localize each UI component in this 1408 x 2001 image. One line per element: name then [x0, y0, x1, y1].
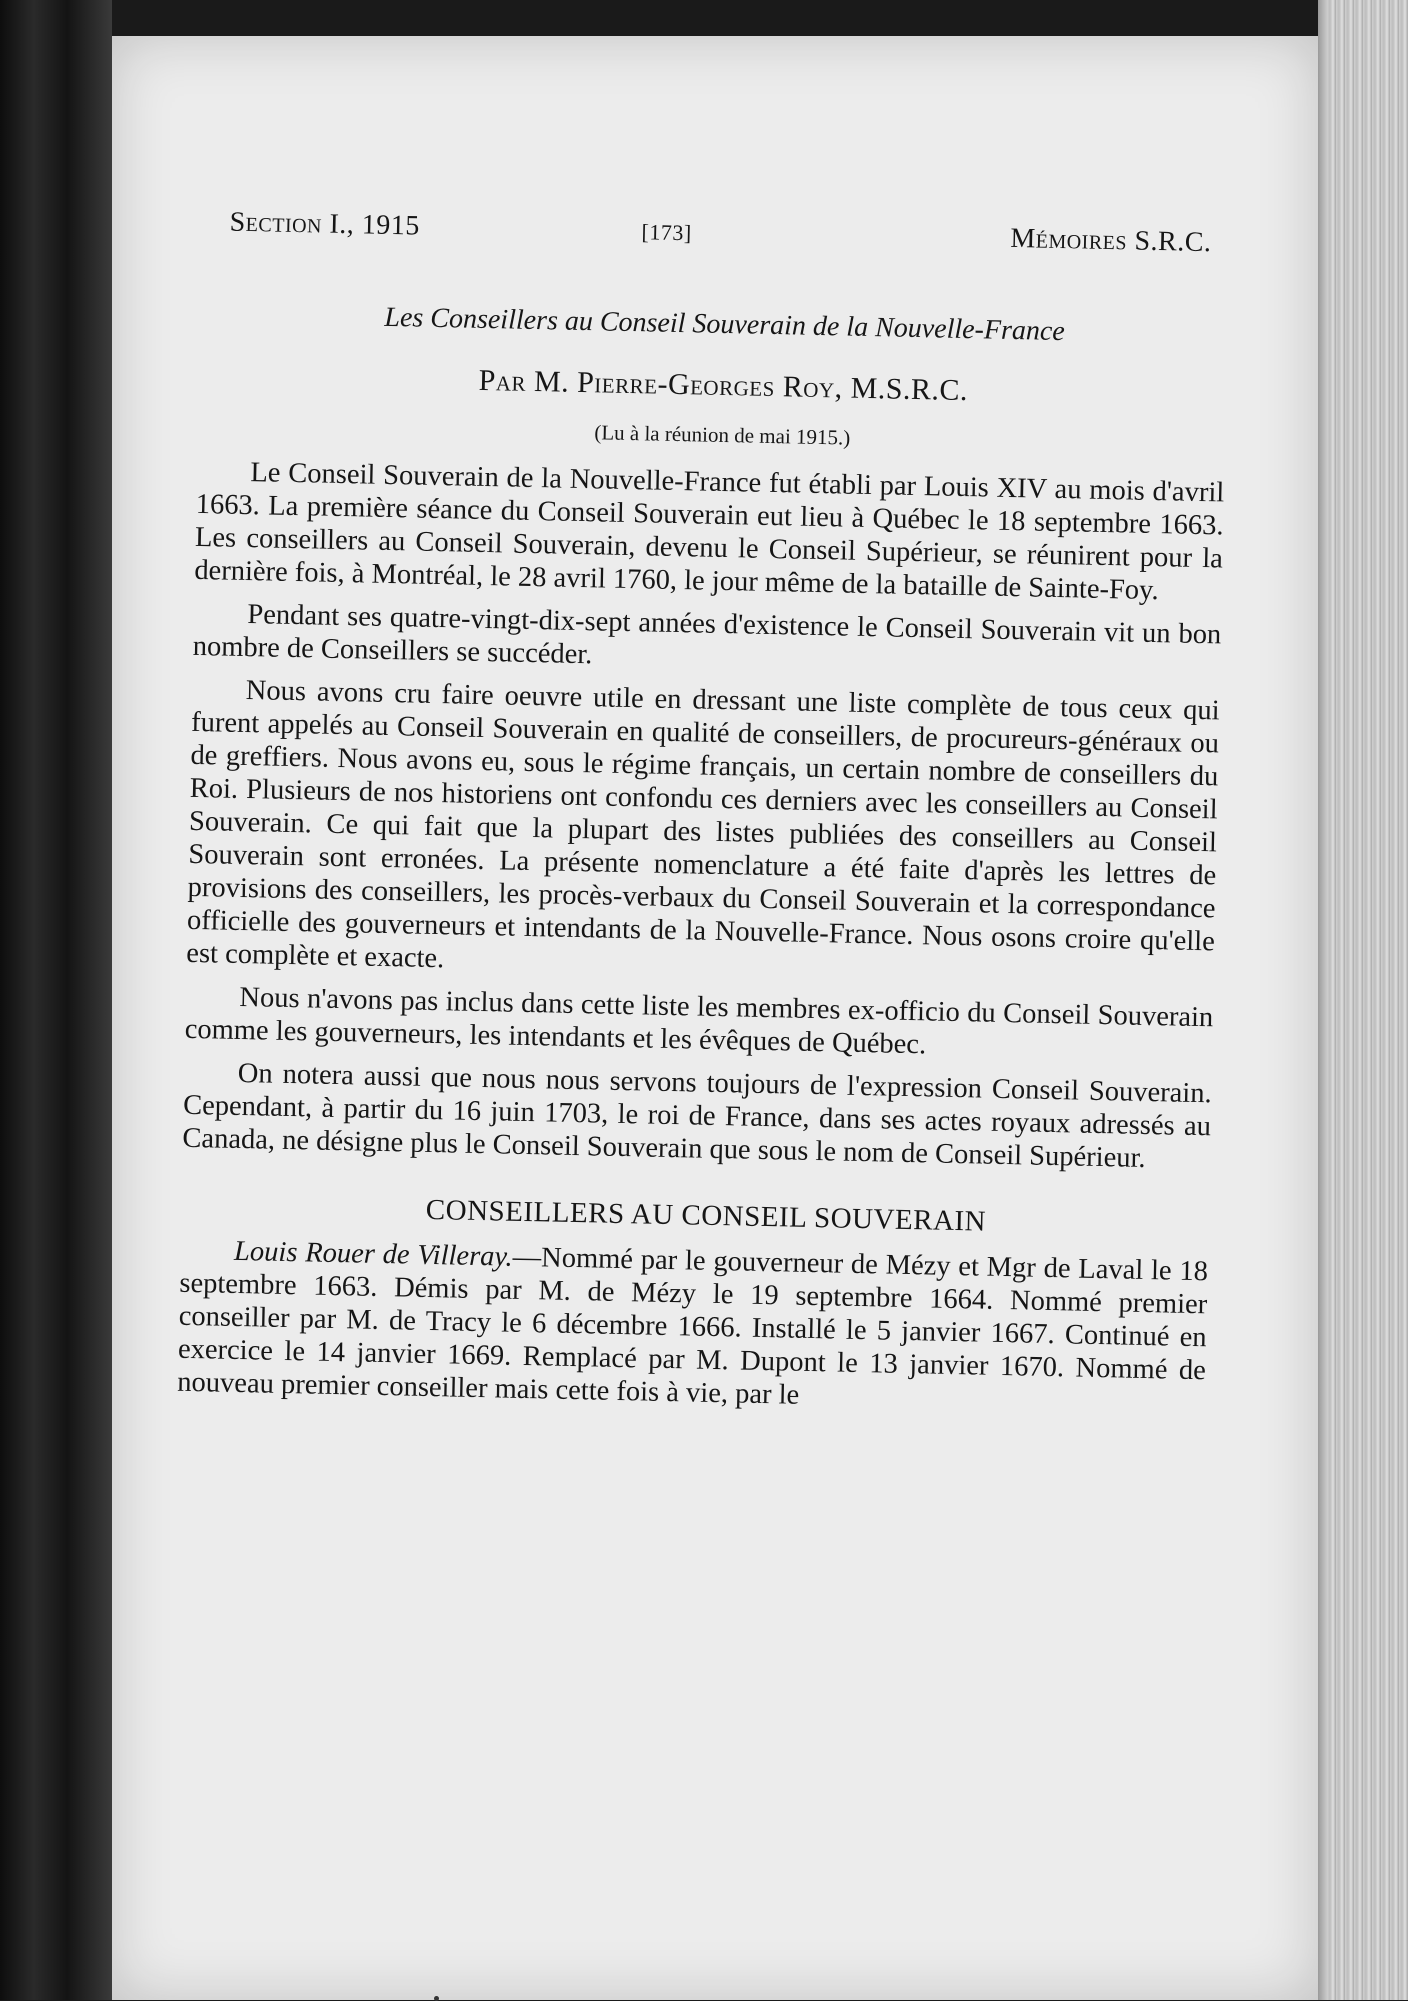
entry-text: —Nommé par le gouverneur de Mézy et Mgr de Laval le 18 septembre 1663. Démis par M. de Mézy le 19 septembre 1664. Nommé premier conseiller par M. de Tracy le 6 décembre 1666. Installé le 5 janvier 1667. Continué en exercice le 14 janvier 1669. Remplacé par M. Dupont le 13 janvier 1670. Nommé de nouveau premier conseiller mais cette fois à vie, par le [177, 1241, 1209, 1411]
page-edge-shadow [1318, 0, 1328, 2000]
article-author: Par M. Pierre-Georges Roy, M.S.R.C. [478, 363, 969, 408]
page-content [177, 206, 1252, 1431]
page-stack-edge [1318, 0, 1408, 2000]
running-head-journal: Mémoires S.R.C. [1010, 222, 1212, 259]
article-title: Les Conseillers au Conseil Souverain de la Nouvelle-France [384, 301, 1066, 348]
running-head-section: Section I., 1915 [229, 206, 421, 242]
page-number: [173] [641, 219, 692, 246]
running-head [201, 206, 1252, 268]
paragraph: Pendant ses quatre-vingt-dix-sept années d'existence le Conseil Souverain vit un bon nombre de Conseillers se succéder. [192, 599, 1222, 671]
list-entry [177, 1234, 1230, 1421]
paragraph: Nous avons cru faire oeuvre utile en dressant une liste complète de tous ceux qui furent appelés au Conseil Souverain en qualité de conseillers, de procureurs-généraux ou de greffiers. Nous avons eu, sous le régime français, un certain nombre de conseillers du Roi. Plusieurs de nos historiens ont confondu ces derniers avec les conseillers au Conseil Souverain. Ce qui fait que la plupart des listes publiées des conseillers au Conseil Souverain sont erronées. La présente nomenclature a été faite d'après les lettres de provisions des conseillers, les procès-verbaux du Conseil Souverain et la correspondance officielle des gouverneurs et intendants de la Nouvelle-France. Nous osons croire qu'elle est complète et exacte. [186, 675, 1220, 975]
paragraph: On notera aussi que nous nous servons toujours de l'expression Conseil Souverain. Cependant, à partir du 16 juin 1703, le roi de France, dans ses actes royaux adressés au Canada, ne désigne plus le Conseil Souverain que sous le nom de Conseil Supérieur. [182, 1057, 1212, 1174]
section-heading: CONSEILLERS AU CONSEIL SOUVERAIN [425, 1193, 987, 1238]
dust-speck [434, 1996, 439, 2001]
reading-note: (Lu à la réunion de mai 1915.) [594, 420, 851, 450]
book-binding-shadow [0, 0, 112, 2000]
article-body [182, 455, 1246, 1177]
paragraph: Le Conseil Souverain de la Nouvelle-France fut établi par Louis XIV au mois d'avril 1663. La première séance du Conseil Souverain eut lieu à Québec le 18 septembre 1663. Les conseillers au Conseil Souverain, devenu le Conseil Supérieur, se réunirent pour la dernière fois, à Montréal, le 28 avril 1760, le jour même de la bataille de Sainte-Foy. [194, 457, 1225, 607]
entry-name: Louis Rouer de Villeray. [233, 1235, 514, 1273]
paragraph: Nous n'avons pas inclus dans cette liste les membres ex-officio du Conseil Souverain comme les gouverneurs, les intendants et les évêques de Québec. [184, 981, 1214, 1061]
book-page [112, 36, 1318, 2000]
